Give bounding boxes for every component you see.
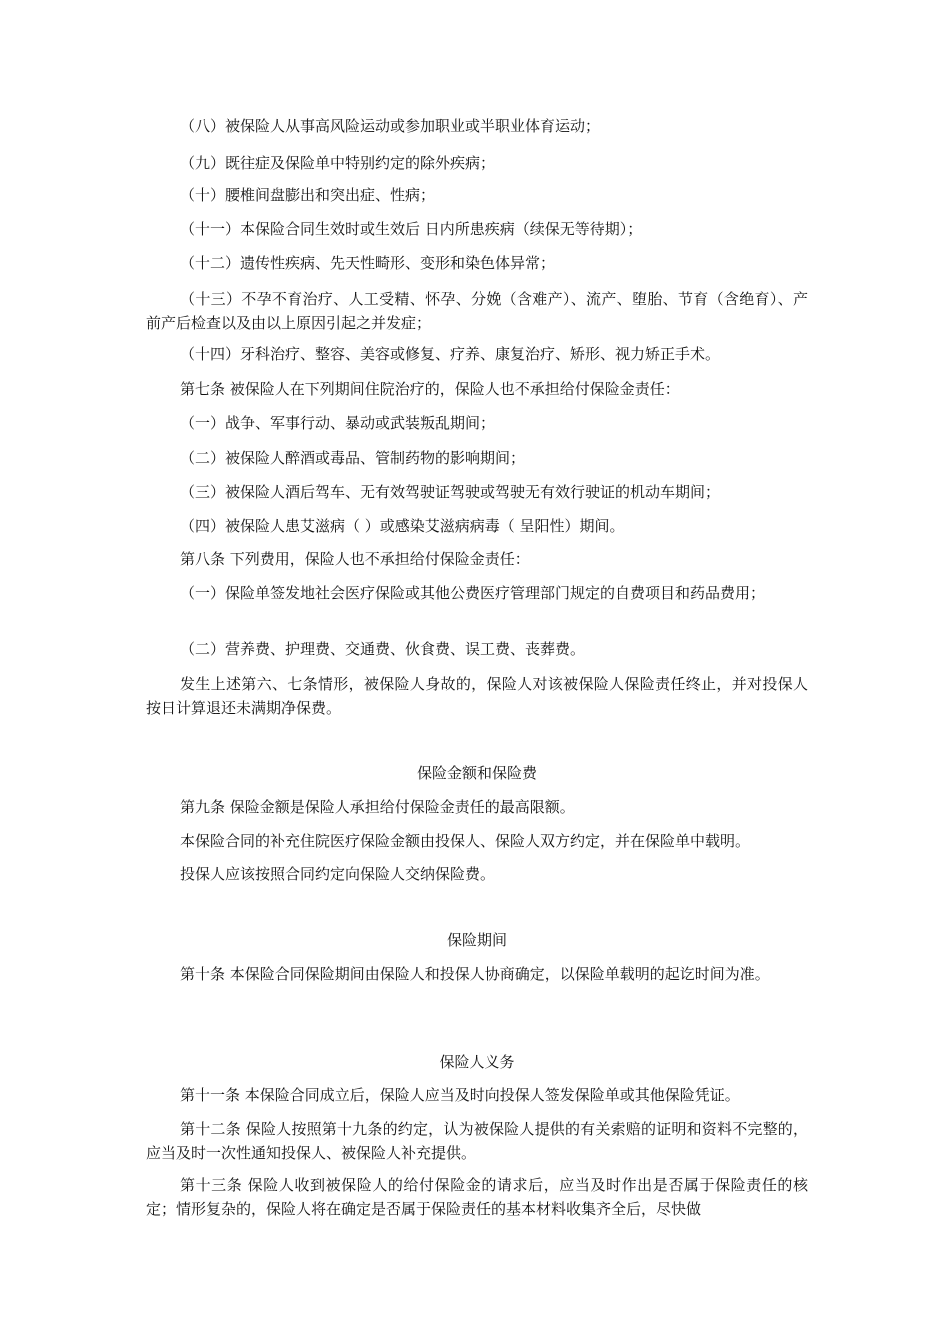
clause-11-paragraph: （十一）本保险合同生效时或生效后 日内所患疾病（续保无等待期）； (180, 220, 643, 238)
article-8-item-2: （二）营养费、护理费、交通费、伙食费、误工费、丧葬费。 (180, 640, 586, 658)
article-13-paragraph: 第十三条 保险人收到被保险人的给付保险金的请求后，应当及时作出是否属于保险责任的核定；情形复杂的，保险人将在确定是否属于保险责任的基本材料收集齐全后，尽快做 (146, 1176, 808, 1218)
article-11-paragraph: 第十一条 本保险合同成立后，保险人应当及时向投保人签发保险单或其他保险凭证。 (180, 1086, 740, 1104)
clause-14-paragraph: （十四）牙科治疗、整容、美容或修复、疗养、康复治疗、矫形、视力矫正手术。 (180, 345, 721, 363)
article-7-item-3: （三）被保险人酒后驾车、无有效驾驶证驾驶或驾驶无有效行驶证的机动车期间； (180, 483, 721, 501)
section-heading-insurer-obligations: 保险人义务 (439, 1053, 515, 1071)
section-heading-insured-amount: 保险金额和保险费 (416, 764, 537, 782)
article-7-paragraph: 第七条 被保险人在下列期间住院治疗的，保险人也不承担给付保险金责任： (180, 380, 680, 398)
insured-amount-agreement-paragraph: 本保险合同的补充住院医疗保险金额由投保人、保险人双方约定，并在保险单中载明。 (180, 832, 751, 850)
clause-9-paragraph: （九）既往症及保险单中特别约定的除外疾病； (180, 154, 496, 172)
termination-paragraph: 发生上述第六、七条情形，被保险人身故的，保险人对该被保险人保险责任终止，并对投保人按日计算退还未满期净保费。 (146, 675, 808, 717)
article-8-item-1: （一）保险单签发地社会医疗保险或其他公费医疗管理部门规定的自费项目和药品费用； (180, 584, 766, 602)
clause-8-paragraph: （八）被保险人从事高风险运动或参加职业或半职业体育运动； (180, 117, 601, 135)
clause-13-paragraph: （十三）不孕不育治疗、人工受精、怀孕、分娩（含难产）、流产、堕胎、节育（含绝育）、产前产后检查以及由以上原因引起之并发症； (146, 290, 808, 332)
article-10-paragraph: 第十条 本保险合同保险期间由保险人和投保人协商确定，以保险单载明的起讫时间为准。 (180, 965, 770, 983)
article-12-paragraph: 第十二条 保险人按照第十九条的约定，认为被保险人提供的有关索赔的证明和资料不完整的，应当及时一次性通知投保人、被保险人补充提供。 (146, 1120, 808, 1162)
article-7-item-4: （四）被保险人患艾滋病（ ）或感染艾滋病病毒（ 呈阳性）期间。 (180, 517, 625, 535)
article-9-paragraph: 第九条 保险金额是保险人承担给付保险金责任的最高限额。 (180, 798, 575, 816)
article-7-item-2: （二）被保险人醉酒或毒品、管制药物的影响期间； (180, 449, 526, 467)
clause-10-paragraph: （十）腰椎间盘膨出和突出症、性病； (180, 186, 436, 204)
clause-12-paragraph: （十二）遗传性疾病、先天性畸形、变形和染色体异常； (180, 254, 556, 272)
article-7-item-1: （一）战争、军事行动、暴动或武装叛乱期间； (180, 414, 496, 432)
section-heading-insurance-period: 保险期间 (446, 931, 507, 949)
premium-payment-paragraph: 投保人应该按照合同约定向保险人交纳保险费。 (180, 865, 496, 883)
article-8-paragraph: 第八条 下列费用，保险人也不承担给付保险金责任： (180, 550, 530, 568)
